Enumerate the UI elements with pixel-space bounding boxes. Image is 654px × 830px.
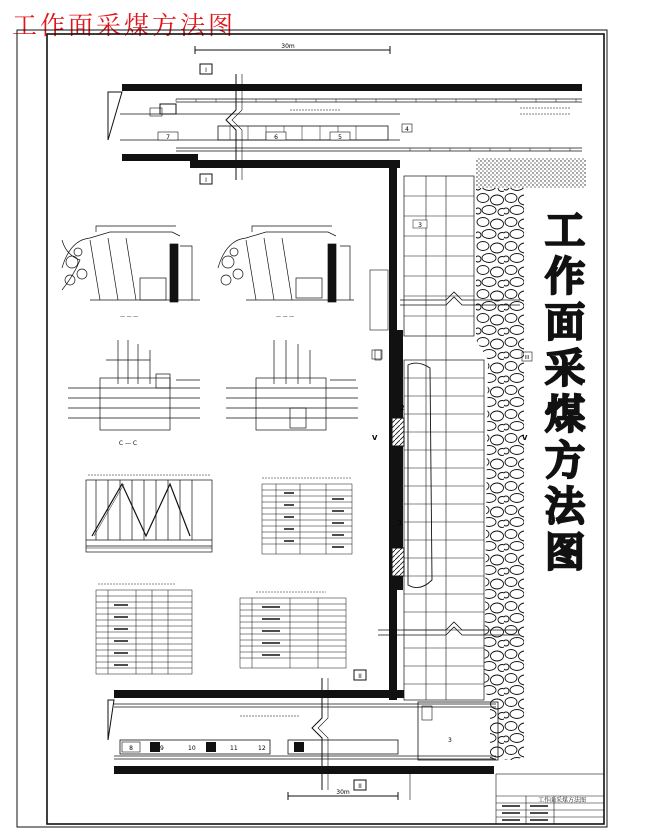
svg-text:I: I xyxy=(205,177,207,184)
svg-text:3: 3 xyxy=(418,222,422,229)
vertical-title-char: 图 xyxy=(545,530,585,576)
svg-text:2: 2 xyxy=(400,404,405,412)
bottom-roadway xyxy=(108,670,498,800)
vertical-title-char: 工 xyxy=(545,208,585,254)
svg-text:V: V xyxy=(522,434,528,442)
svg-text:10: 10 xyxy=(188,745,196,752)
svg-text:III: III xyxy=(524,355,530,361)
svg-text:11: 11 xyxy=(230,745,238,752)
vertical-title xyxy=(532,208,598,576)
table-lower-right xyxy=(240,592,346,668)
svg-text:C — C: C — C xyxy=(118,440,138,447)
svg-text:V: V xyxy=(372,434,378,442)
table-upper-right xyxy=(262,478,352,554)
c-c-section-right xyxy=(226,340,358,430)
dimension-bottom: 30m xyxy=(336,789,350,796)
vertical-title-char: 采 xyxy=(545,346,585,392)
svg-text:I: I xyxy=(205,67,207,74)
svg-text:II: II xyxy=(358,673,362,680)
vertical-title-char: 面 xyxy=(545,300,585,346)
svg-text:— — —: — — — xyxy=(276,314,295,320)
svg-text:3: 3 xyxy=(448,737,452,744)
vertical-title-char: 作 xyxy=(545,254,585,300)
svg-text:8: 8 xyxy=(129,745,133,752)
svg-text:— — —: — — — xyxy=(120,314,139,320)
table-lower-left xyxy=(96,584,192,674)
c-c-section-left xyxy=(68,340,200,447)
svg-text:1: 1 xyxy=(398,519,403,527)
svg-text:12: 12 xyxy=(258,745,266,752)
svg-text:II: II xyxy=(358,783,362,790)
dimension-top: 30m xyxy=(281,43,295,50)
vertical-title-char: 方 xyxy=(545,438,585,484)
section-view-right xyxy=(218,226,354,320)
svg-text:6: 6 xyxy=(274,134,278,141)
svg-text:9: 9 xyxy=(160,745,164,752)
svg-text:7: 7 xyxy=(166,134,170,141)
section-view-left xyxy=(62,226,200,320)
vertical-title-char: 煤 xyxy=(545,392,585,438)
vertical-title-char: 法 xyxy=(545,484,585,530)
svg-text:5: 5 xyxy=(338,134,342,141)
cycle-chart xyxy=(86,475,212,552)
page-title: 工作面采煤方法图 xyxy=(12,11,237,40)
title-block-name: 工作面采煤方法图 xyxy=(537,797,587,804)
svg-text:4: 4 xyxy=(405,126,409,133)
